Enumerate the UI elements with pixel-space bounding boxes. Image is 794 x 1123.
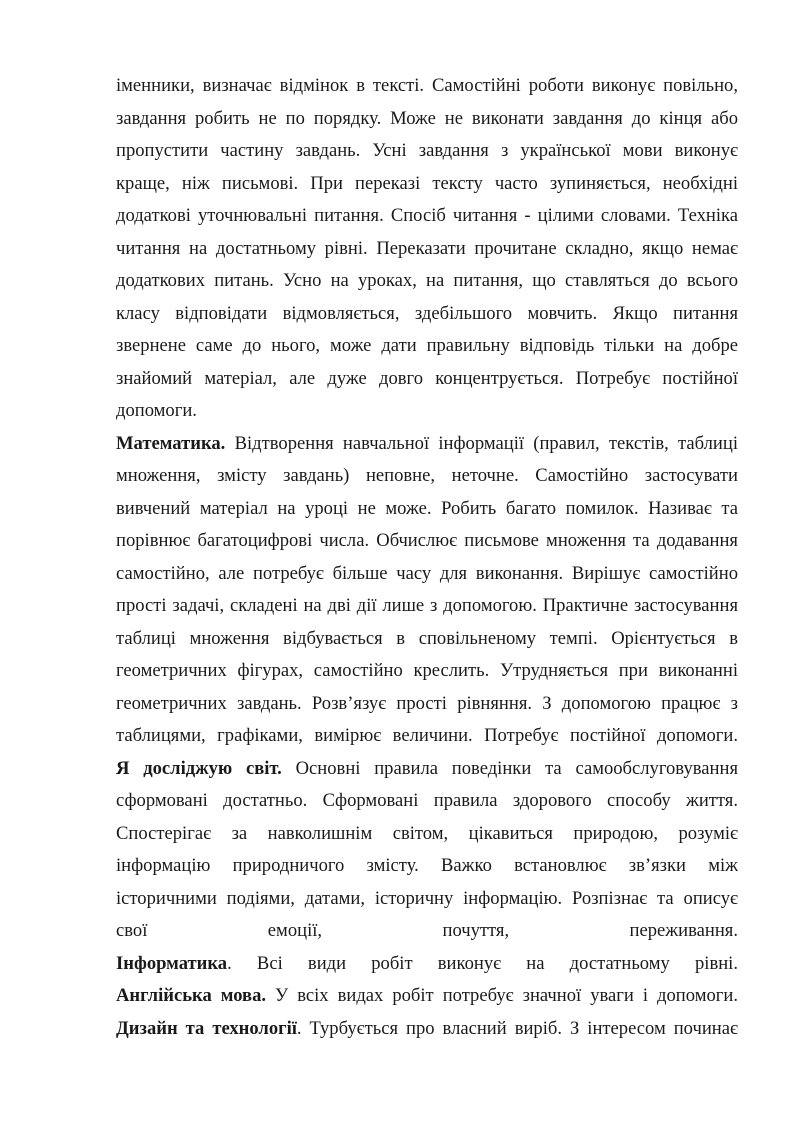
- text-line: геометричних завдань. Розв’язує прості рівняння. З допомогою працює з: [116, 692, 738, 714]
- text-line: [116, 1013, 738, 1046]
- text-line: [116, 980, 738, 1013]
- text-run: Відтворення навчальної інформації (правил, текстів, таблиці: [225, 432, 738, 454]
- paragraph-english: [116, 980, 738, 1013]
- text-line: допомоги.: [116, 400, 197, 421]
- text-line: читання на достатньому рівні. Переказати прочитане складно, якщо немає: [116, 237, 738, 259]
- text-line: краще, ніж письмові. При переказі тексту часто зупиняється, необхідні: [116, 172, 738, 194]
- text-line: додаткових питань. Усно на уроках, на питання, що ставляться до всього: [116, 270, 738, 291]
- subject-heading-informatics: Інформатика: [116, 952, 228, 974]
- text-run: . Турбується про власний виріб. З інтересом починає: [296, 1017, 738, 1039]
- text-line: [116, 428, 738, 461]
- text-line: інформацію природничого змісту. Важко встановлює зв’язки між: [116, 855, 738, 876]
- text-line: пропустити частину завдань. Усні завдання з української мови виконує: [116, 140, 738, 161]
- text-line: звернене саме до нього, може дати правильну відповідь тільки на добре: [116, 335, 738, 356]
- subject-heading-english: Англійська мова.: [116, 985, 267, 1006]
- document-page: [116, 70, 738, 1045]
- text-line: завдання робить не по порядку. Може не виконати завдання до кінця або: [116, 107, 738, 129]
- paragraph-mathematics: [116, 428, 738, 753]
- paragraph-design-technology: [116, 1013, 738, 1046]
- text-line: таблиці множення відбувається в сповільненому темпі. Орієнтується в: [116, 627, 738, 649]
- text-line: свої емоції, почуття, переживання.: [116, 920, 738, 941]
- text-line: знайомий матеріал, але дуже довго концентрується. Потребує постійної: [116, 367, 738, 389]
- text-line: порівнює багатоцифрові числа. Обчислює письмове множення та додавання: [116, 530, 738, 551]
- text-line: сформовані достатньо. Сформовані правила здорового способу життя.: [116, 790, 738, 811]
- text-run: . Всі види робіт виконує на достатньому рівні.: [227, 952, 738, 974]
- subject-heading-mathematics: Математика.: [116, 432, 226, 454]
- text-line: історичними подіями, датами, історичну інформацію. Розпізнає та описує: [116, 887, 738, 909]
- paragraph-informatics: [116, 948, 738, 981]
- text-line: геометричних фігурах, самостійно креслить. Утрудняється при виконанні: [116, 660, 738, 681]
- text-line: [116, 948, 738, 981]
- text-line: самостійно, але потребує більше часу для виконання. Вирішує самостійно: [116, 562, 738, 584]
- text-line: Спостерігає за навколишнім світом, цікавиться природою, розуміє: [116, 822, 738, 844]
- text-line: [116, 753, 738, 786]
- paragraph-ukrainian-language: [116, 70, 738, 428]
- paragraph-i-explore-world: [116, 753, 738, 948]
- text-line: множення, змісту завдань) неповне, неточне. Самостійно застосувати: [116, 465, 738, 486]
- text-run: Основні правила поведінки та самообслуговування: [281, 757, 738, 779]
- subject-heading-world: Я досліджую світ.: [116, 757, 282, 779]
- text-line: іменники, визначає відмінок в тексті. Самостійні роботи виконує повільно,: [116, 75, 738, 96]
- text-run: У всіх видах робіт потребує значної уваги і допомоги.: [266, 985, 738, 1006]
- text-line: вивчений матеріал на уроці не може. Робить багато помилок. Називає та: [116, 497, 738, 519]
- subject-heading-design: Дизайн та технології: [116, 1017, 297, 1039]
- text-line: прості задачі, складені на дві дії лише з допомогою. Практичне застосування: [116, 595, 738, 616]
- text-line: додаткові уточнювальні питання. Спосіб читання - цілими словами. Техніка: [116, 205, 738, 226]
- text-line: таблицями, графіками, вимірює величини. Потребує постійної допомоги.: [116, 725, 738, 746]
- text-line: класу відповідати відмовляється, здебільшого мовчить. Якщо питання: [116, 302, 738, 324]
